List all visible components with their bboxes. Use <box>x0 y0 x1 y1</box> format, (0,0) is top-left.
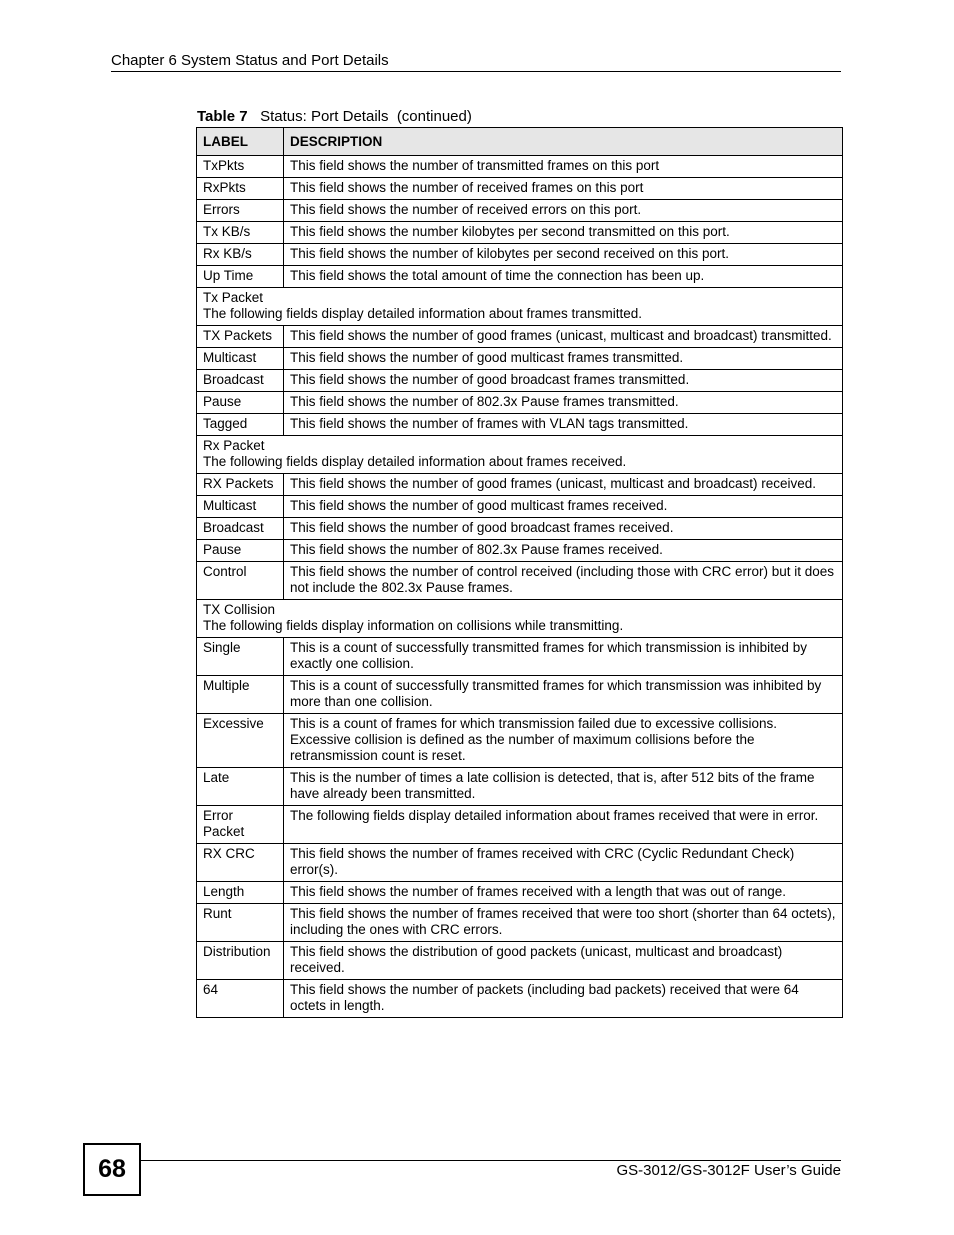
row-description: This field shows the number of good broadcast frames transmitted. <box>284 370 843 392</box>
row-label: Pause <box>197 540 284 562</box>
section-description: The following fields display detailed information about frames transmitted. <box>203 306 642 321</box>
section-row <box>197 288 843 326</box>
port-details-table <box>196 127 843 1018</box>
table-row <box>197 768 843 806</box>
table-row <box>197 676 843 714</box>
table-row <box>197 980 843 1018</box>
row-label: Errors <box>197 200 284 222</box>
row-description: This field shows the number of 802.3x Pause frames transmitted. <box>284 392 843 414</box>
row-description: This field shows the number of frames received that were too short (shorter than 64 octets), including the ones with CRC errors. <box>284 904 843 942</box>
table-row <box>197 348 843 370</box>
section-cell <box>197 288 843 326</box>
row-label: Up Time <box>197 266 284 288</box>
row-label: Pause <box>197 392 284 414</box>
row-label: Multiple <box>197 676 284 714</box>
table-row <box>197 714 843 768</box>
table-row <box>197 562 843 600</box>
row-description: This field shows the number of frames with VLAN tags transmitted. <box>284 414 843 436</box>
row-label: TX Packets <box>197 326 284 348</box>
row-label: Broadcast <box>197 518 284 540</box>
section-cell <box>197 436 843 474</box>
table-body <box>197 156 843 1018</box>
section-description: The following fields display information on collisions while transmitting. <box>203 618 624 633</box>
row-description: This is the number of times a late collision is detected, that is, after 512 bits of the frame have already been transmitted. <box>284 768 843 806</box>
row-label: TxPkts <box>197 156 284 178</box>
footer-rule <box>140 1160 841 1161</box>
row-description: This is a count of successfully transmitted frames for which transmission was inhibited by more than one collision. <box>284 676 843 714</box>
row-label: Multicast <box>197 348 284 370</box>
row-description: This is a count of successfully transmitted frames for which transmission is inhibited by exactly one collision. <box>284 638 843 676</box>
row-label: Rx KB/s <box>197 244 284 266</box>
table-row <box>197 178 843 200</box>
table-row <box>197 518 843 540</box>
row-description: This field shows the number of received frames on this port <box>284 178 843 200</box>
table-row <box>197 496 843 518</box>
table-row <box>197 222 843 244</box>
row-label: 64 <box>197 980 284 1018</box>
row-description: This field shows the distribution of good packets (unicast, multicast and broadcast) received. <box>284 942 843 980</box>
row-label: Tx KB/s <box>197 222 284 244</box>
row-description: This field shows the number kilobytes per second transmitted on this port. <box>284 222 843 244</box>
row-description: This is a count of frames for which transmission failed due to excessive collisions. Excessive collision is defined as the number of maximum collisions before the retransmission count is reset. <box>284 714 843 768</box>
table-caption-text: Status: Port Details (continued) <box>260 108 472 125</box>
table-row <box>197 638 843 676</box>
row-description: This field shows the number of 802.3x Pause frames received. <box>284 540 843 562</box>
row-description: This field shows the number of good frames (unicast, multicast and broadcast) transmitted. <box>284 326 843 348</box>
row-description: This field shows the number of good multicast frames transmitted. <box>284 348 843 370</box>
section-row <box>197 600 843 638</box>
row-label: Distribution <box>197 942 284 980</box>
section-row <box>197 436 843 474</box>
row-description: This field shows the number of received errors on this port. <box>284 200 843 222</box>
row-description: This field shows the number of good broadcast frames received. <box>284 518 843 540</box>
page-number: 68 <box>83 1143 141 1196</box>
table-row <box>197 474 843 496</box>
table-row <box>197 326 843 348</box>
row-description: This field shows the number of packets (including bad packets) received that were 64 octets in length. <box>284 980 843 1018</box>
row-description: This field shows the number of transmitted frames on this port <box>284 156 843 178</box>
table-row <box>197 540 843 562</box>
table-row <box>197 844 843 882</box>
table-row <box>197 156 843 178</box>
row-label: Length <box>197 882 284 904</box>
section-title: Rx Packet <box>203 438 265 453</box>
row-label: Broadcast <box>197 370 284 392</box>
row-description: This field shows the number of frames received with CRC (Cyclic Redundant Check) error(s). <box>284 844 843 882</box>
row-description: This field shows the total amount of time the connection has been up. <box>284 266 843 288</box>
section-description: The following fields display detailed information about frames received. <box>203 454 627 469</box>
table-row <box>197 266 843 288</box>
section-cell <box>197 600 843 638</box>
row-label: Late <box>197 768 284 806</box>
row-description: This field shows the number of frames received with a length that was out of range. <box>284 882 843 904</box>
section-title: TX Collision <box>203 602 276 617</box>
table-header-row <box>197 128 843 156</box>
row-label: RxPkts <box>197 178 284 200</box>
table-row <box>197 244 843 266</box>
table-caption <box>197 108 472 125</box>
table-row <box>197 200 843 222</box>
row-description: This field shows the number of kilobytes per second received on this port. <box>284 244 843 266</box>
row-label: Control <box>197 562 284 600</box>
row-description: This field shows the number of good multicast frames received. <box>284 496 843 518</box>
row-label: Error Packet <box>197 806 284 844</box>
row-label: Runt <box>197 904 284 942</box>
row-label: Single <box>197 638 284 676</box>
row-description: This field shows the number of control received (including those with CRC error) but it does not include the 802.3x Pause frames. <box>284 562 843 600</box>
table-row <box>197 806 843 844</box>
table-row <box>197 882 843 904</box>
table-row <box>197 904 843 942</box>
table-row <box>197 942 843 980</box>
row-description: This field shows the number of good frames (unicast, multicast and broadcast) received. <box>284 474 843 496</box>
guide-title: GS-3012/GS-3012F User’s Guide <box>616 1162 841 1179</box>
row-label: RX CRC <box>197 844 284 882</box>
row-description: The following fields display detailed information about frames received that were in error. <box>284 806 843 844</box>
column-header-label: LABEL <box>197 128 284 156</box>
row-label: Tagged <box>197 414 284 436</box>
section-title: Tx Packet <box>203 290 264 305</box>
row-label: Multicast <box>197 496 284 518</box>
row-label: RX Packets <box>197 474 284 496</box>
table-row <box>197 392 843 414</box>
column-header-description: DESCRIPTION <box>284 128 843 156</box>
row-label: Excessive <box>197 714 284 768</box>
table-row <box>197 414 843 436</box>
table-caption-number: Table 7 <box>197 108 248 125</box>
table-row <box>197 370 843 392</box>
running-header: Chapter 6 System Status and Port Details <box>111 52 841 72</box>
